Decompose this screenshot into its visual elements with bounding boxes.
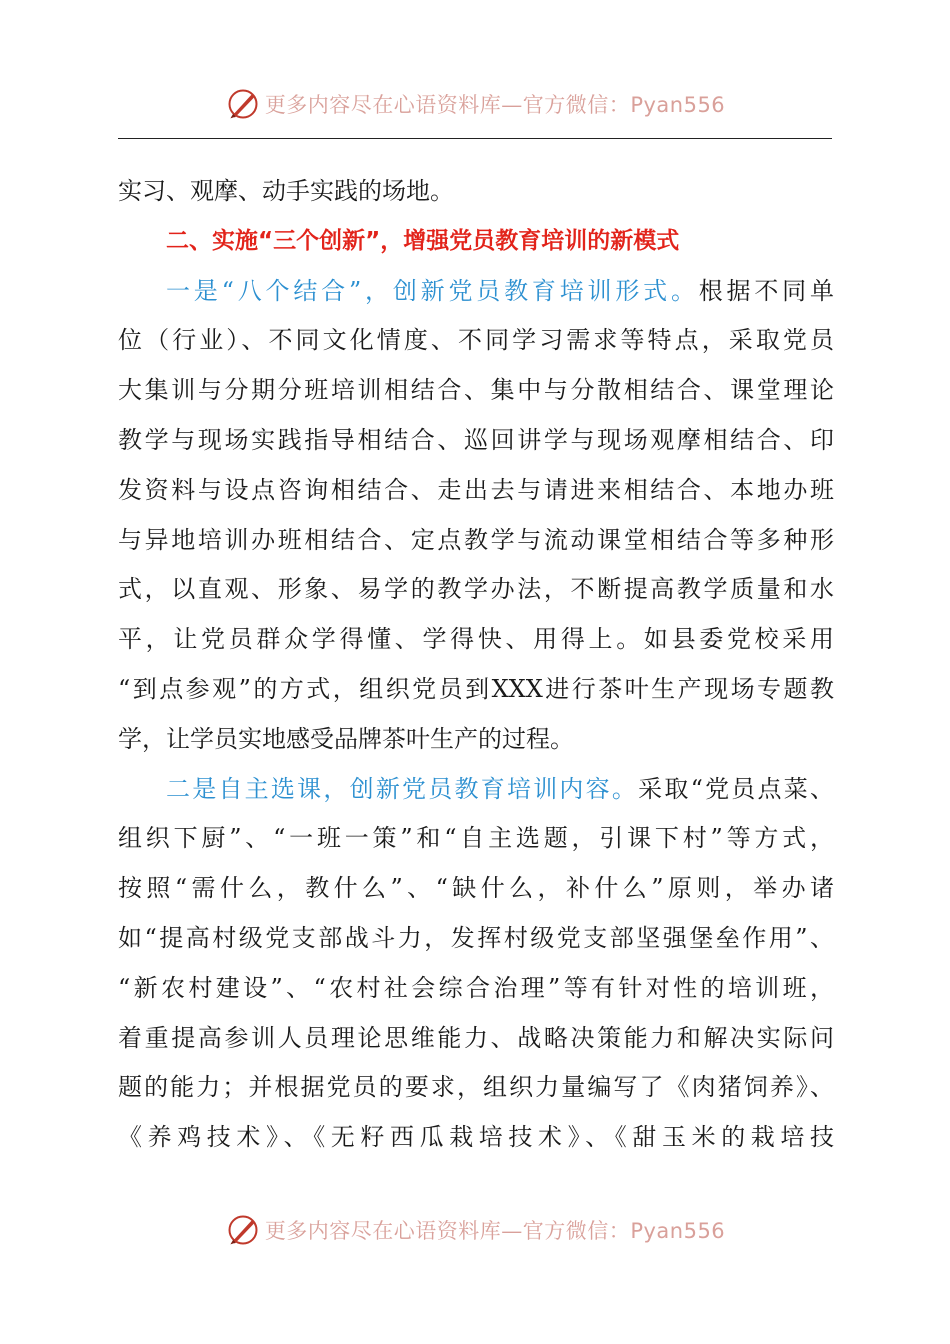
footer-banner [0, 1210, 950, 1250]
banner-text: 更多内容尽在心语资料库—官方微信：Pyan556 [264, 1219, 726, 1243]
paragraph-2-line: 《养鸡技术》、《无籽西瓜栽培技术》、《甜玉米的栽培技 [118, 1123, 834, 1152]
paragraph-1-line-1: 一是“八个结合”，创新党员教育培训形式。根据不同单 [166, 276, 834, 305]
paragraph-2-line: 着重提高参训人员理论思维能力、战略决策能力和解决实际问 [118, 1023, 834, 1052]
paragraph-2-line: 如“提高村级党支部战斗力，发挥村级党支部坚强堡垒作用”、 [118, 923, 834, 952]
paragraph-1-line: 与异地培训办班相结合、定点教学与流动课堂相结合等多种形 [118, 525, 834, 554]
paragraph-2-line: 按照“需什么，教什么”、“缺什么，补什么”原则，举办诸 [118, 874, 834, 903]
section-heading: 二、实施“三个创新”，增强党员教育培训的新模式 [166, 227, 680, 254]
paragraph-1-line: 大集训与分期分班培训相结合、集中与分散相结合、课堂理论 [118, 376, 834, 405]
document-body [118, 167, 834, 1163]
header-banner [0, 84, 950, 124]
paragraph-1-line: “到点参观”的方式，组织党员到XXX进行茶叶生产现场专题教 [118, 674, 834, 703]
wechat-id: Pyan556 [630, 1219, 726, 1243]
paragraph-2-lead: 二是自主选课，创新党员教育培训内容。 [166, 774, 639, 803]
header-divider [118, 138, 832, 139]
paragraph-1-line: 教学与现场实践指导相结合、巡回讲学与现场观摩相结合、印 [118, 425, 834, 454]
pen-circle-logo-icon [225, 1212, 261, 1248]
paragraph-2-line: 组织下厨”、“一班一策”和“自主选题，引课下村”等方式， [118, 824, 834, 853]
intro-line: 实习、观摩、动手实践的场地。 [118, 177, 454, 205]
paragraph-1-line: 式，以直观、形象、易学的教学办法，不断提高教学质量和水 [118, 575, 834, 604]
paragraph-1-line: 位（行业）、不同文化情度、不同学习需求等特点，采取党员 [118, 326, 834, 355]
paragraph-2-line: “新农村建设”、“农村社会综合治理”等有针对性的培训班， [118, 973, 834, 1002]
paragraph-1-lead: 一是“八个结合”，创新党员教育培训形式。 [166, 276, 699, 305]
paragraph-1-line: 学，让学员实地感受品牌茶叶生产的过程。 [118, 724, 574, 753]
paragraph-1-line: 发资料与设点咨询相结合、走出去与请进来相结合、本地办班 [118, 475, 834, 504]
paragraph-2-line: 题的能力；并根据党员的要求，组织力量编写了《肉猪饲养》、 [118, 1073, 834, 1102]
paragraph-1-line: 平，让党员群众学得懂、学得快、用得上。如县委党校采用 [118, 625, 834, 654]
wechat-id: Pyan556 [630, 93, 726, 117]
pen-circle-logo-icon [225, 86, 261, 122]
banner-text: 更多内容尽在心语资料库—官方微信：Pyan556 [264, 93, 726, 117]
paragraph-2-line-1: 二是自主选课，创新党员教育培训内容。采取“党员点菜、 [166, 774, 834, 803]
